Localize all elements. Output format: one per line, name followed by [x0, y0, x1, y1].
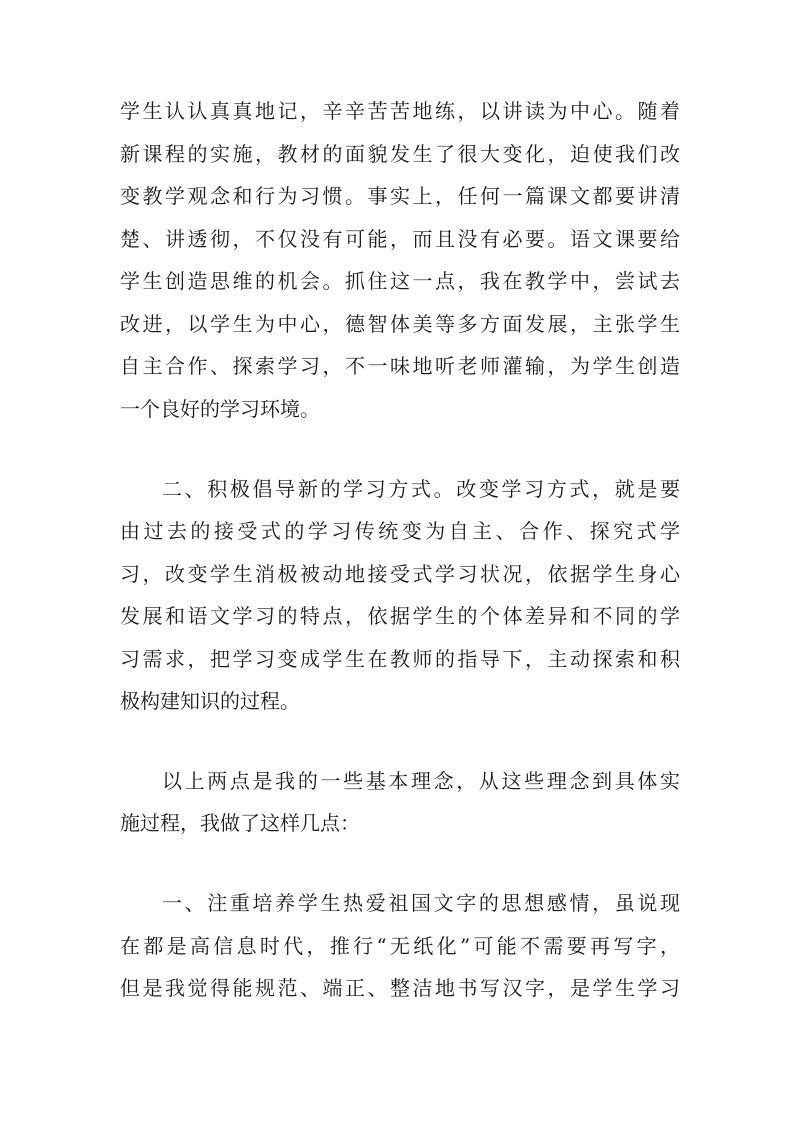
text-line: 但是我觉得能规范、端正、整洁地书写汉字，是学生学习	[120, 976, 680, 1000]
text-line: 学生创造思维的机会。抓住这一点，我在教学中，尝试去	[120, 269, 680, 293]
text-line: 新课程的实施，教材的面貌发生了很大变化，迫使我们改	[120, 142, 680, 166]
text-line: 变教学观念和行为习惯。事实上，任何一篇课文都要讲清	[120, 184, 680, 208]
text-line: 在都是高信息时代，推行“无纸化”可能不需要再写字，	[120, 934, 680, 958]
text-line: 以上两点是我的一些基本理念，从这些理念到具体实	[162, 769, 680, 793]
text-line: 二、积极倡导新的学习方式。改变学习方式，就是要	[162, 477, 680, 501]
text-line: 自主合作、探索学习，不一味地听老师灌输，为学生创造	[120, 354, 680, 378]
text-line: 施过程，我做了这样几点：	[120, 811, 360, 835]
text-line: 一个良好的学习环境。	[120, 397, 320, 421]
text-line: 习，改变学生消极被动地接受式学习状况，依据学生身心	[120, 562, 680, 586]
text-line: 一、注重培养学生热爱祖国文字的思想感情，虽说现	[162, 891, 680, 915]
text-line: 由过去的接受式的学习传统变为自主、合作、探究式学	[120, 519, 680, 543]
text-line: 发展和语文学习的特点，依据学生的个体差异和不同的学	[120, 604, 680, 628]
text-line: 改进，以学生为中心，德智体美等多方面发展，主张学生	[120, 312, 680, 336]
text-line: 学生认认真真地记，辛辛苦苦地练，以讲读为中心。随着	[120, 99, 680, 123]
text-line: 习需求，把学习变成学生在教师的指导下，主动探索和积	[120, 647, 680, 671]
text-line: 极构建知识的过程。	[120, 689, 300, 713]
text-line: 楚、讲透彻，不仅没有可能，而且没有必要。语文课要给	[120, 227, 680, 251]
